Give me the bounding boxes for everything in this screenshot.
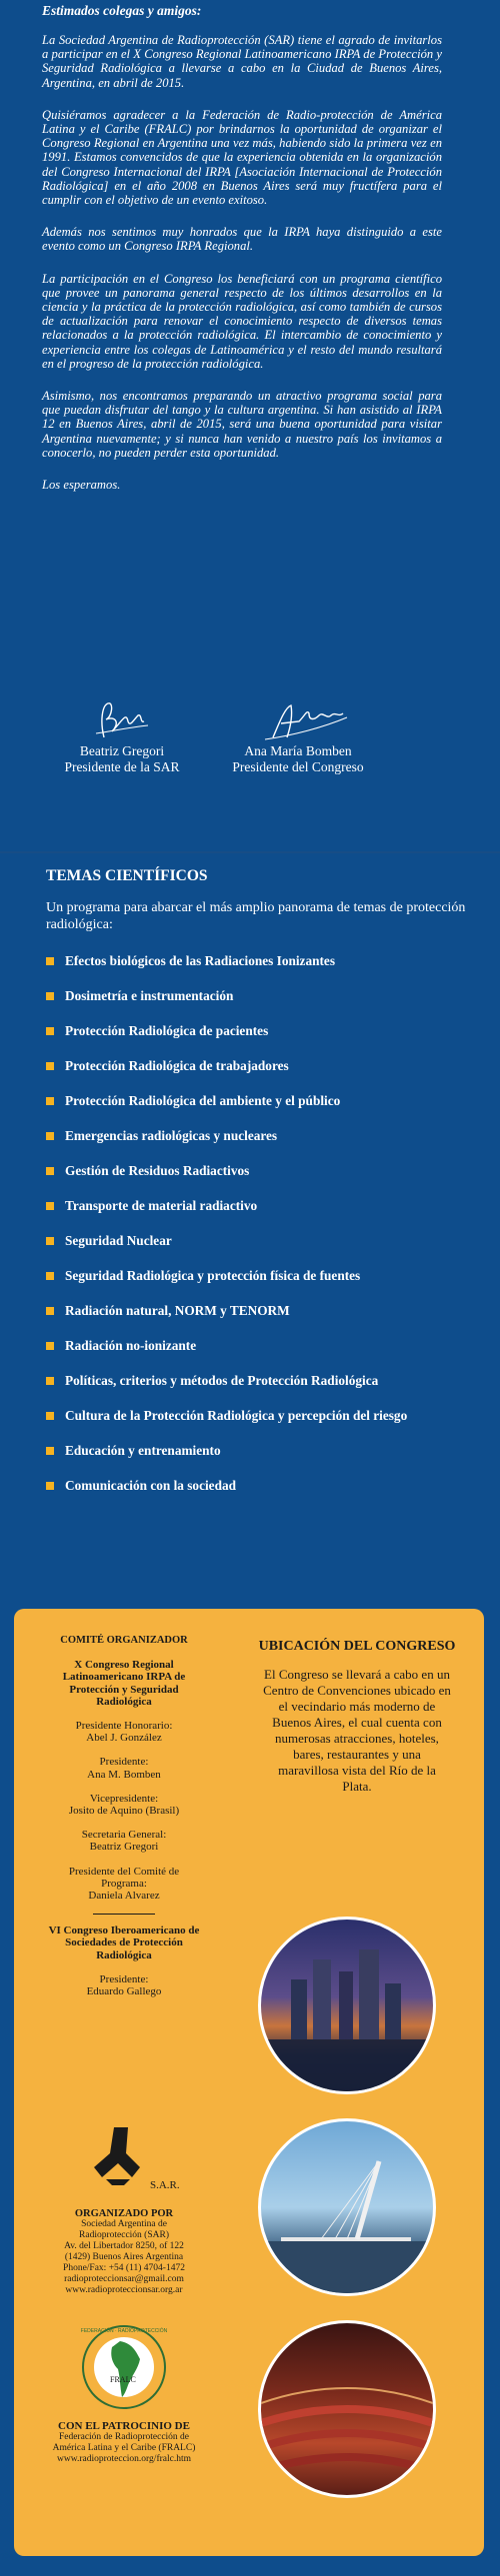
square-bullet-icon bbox=[46, 1132, 54, 1140]
signer-role: Presidente del Congreso bbox=[232, 759, 364, 774]
topic-item bbox=[46, 1443, 466, 1459]
topic-item bbox=[46, 1338, 466, 1354]
welcome-letter bbox=[42, 0, 442, 510]
sar-web: www.radioproteccionsar.org.ar bbox=[65, 2285, 183, 2295]
topic-item bbox=[46, 1058, 466, 1074]
topic-item bbox=[46, 1093, 466, 1109]
square-bullet-icon bbox=[46, 1307, 54, 1315]
programa-label: Presidente del Comité de Programa: bbox=[68, 1865, 180, 1890]
secretaria bbox=[14, 1829, 234, 1853]
comite-title: COMITÉ ORGANIZADOR bbox=[60, 1635, 188, 1646]
square-bullet-icon bbox=[46, 1202, 54, 1210]
topic-item bbox=[46, 1128, 466, 1144]
auditorium-icon bbox=[261, 2323, 433, 2495]
letter-paragraph: Además nos sentimos muy honrados que la IRPA haya distinguido a este evento como un Congreso IRPA Regional. bbox=[42, 225, 442, 254]
topic-label: Dosimetría e instrumentación bbox=[65, 988, 234, 1003]
signature-bomben bbox=[218, 697, 378, 775]
square-bullet-icon bbox=[46, 1447, 54, 1455]
signature-gregori bbox=[42, 697, 202, 775]
square-bullet-icon bbox=[46, 1062, 54, 1070]
ibero-presidente-label: Presidente: bbox=[99, 1972, 149, 1985]
letter-greeting: Estimados colegas y amigos: bbox=[42, 3, 202, 18]
fralc-logo-text: FRALC bbox=[110, 2375, 136, 2384]
signer-name: Beatriz Gregori bbox=[79, 743, 165, 758]
ibero-presidente-name: Eduardo Gallego bbox=[86, 1985, 162, 1998]
vicepresidente-name: Josito de Aquino (Brasil) bbox=[68, 1805, 180, 1818]
vicepresidente bbox=[14, 1793, 234, 1817]
presidente-name: Ana M. Bomben bbox=[87, 1768, 161, 1781]
topic-label: Seguridad Nuclear bbox=[65, 1233, 172, 1248]
sar-address: Av. del Libertador 8250, of 122 (1429) Buenos Aires Argentina bbox=[64, 2241, 184, 2262]
square-bullet-icon bbox=[46, 1167, 54, 1175]
presidente-honorario-name: Abel J. González bbox=[86, 1732, 162, 1745]
bridge-icon bbox=[261, 2121, 433, 2293]
letter-paragraph: La participación en el Congreso los beneficiará con un programa científico que provee un panorama general respecto de los últimos desarrollos en la ciencia y la práctica de la protección radiológica, así como también de cursos de actualización para renovar el conocimiento respecto de diversos temas relacionados a la protección radiológica. El intercambio de conocimiento y experiencia entre los colegas de Latinoamérica y el resto del mundo resultará en el progreso de la protección radiológica. bbox=[42, 271, 442, 371]
svg-text:FEDERACIÓN · RADIOPROTECCIÓN: FEDERACIÓN · RADIOPROTECCIÓN bbox=[80, 2328, 168, 2334]
presidente-honorario bbox=[14, 1720, 234, 1744]
topic-label: Seguridad Radiológica y protección física de fuentes bbox=[65, 1268, 361, 1283]
temas-title: TEMAS CIENTÍFICOS bbox=[46, 867, 208, 884]
sar-logo-text: S.A.R. bbox=[150, 2179, 180, 2191]
topic-item bbox=[46, 1373, 466, 1389]
topic-label: Efectos biológicos de las Radiaciones Ionizantes bbox=[65, 953, 336, 968]
topic-label: Protección Radiológica del ambiente y el público bbox=[65, 1093, 341, 1108]
signer-role: Presidente de la SAR bbox=[64, 759, 180, 774]
letter-paragraph: La Sociedad Argentina de Radioprotección (SAR) tiene el agrado de invitarlos a participar en el X Congreso Regional Latinoamericano IRPA de Protección y Seguridad Radiológica a llevarse a cabo en la Ciudad de Buenos Aires, Argentina, en abril de 2015. bbox=[42, 33, 442, 90]
handwritten-signature-bomben bbox=[243, 697, 353, 743]
square-bullet-icon bbox=[46, 1482, 54, 1490]
topic-item bbox=[46, 1268, 466, 1284]
sar-info bbox=[14, 2208, 234, 2296]
topic-label: Protección Radiológica de trabajadores bbox=[65, 1058, 289, 1073]
square-bullet-icon bbox=[46, 992, 54, 1000]
presidente-honorario-label: Presidente Honorario: bbox=[75, 1720, 173, 1733]
photo-auditorium bbox=[258, 2320, 436, 2498]
topic-label: Políticas, criterios y métodos de Protección Radiológica bbox=[65, 1373, 379, 1388]
organizado-por: ORGANIZADO POR bbox=[74, 2208, 174, 2219]
topic-label: Comunicación con la sociedad bbox=[65, 1478, 237, 1493]
temas-section bbox=[46, 867, 466, 1513]
fralc-info bbox=[14, 2420, 234, 2465]
topic-label: Cultura de la Protección Radiológica y percepción del riesgo bbox=[65, 1408, 408, 1423]
topic-item bbox=[46, 988, 466, 1004]
topic-label: Gestión de Residuos Radiactivos bbox=[65, 1163, 250, 1178]
left-column bbox=[14, 1609, 234, 2009]
square-bullet-icon bbox=[46, 1097, 54, 1105]
fralc-logo bbox=[80, 2323, 168, 2411]
sar-name: Sociedad Argentina de Radioprotección (SAR) bbox=[79, 2219, 169, 2240]
patrocinio-label: CON EL PATROCINIO DE bbox=[58, 2420, 190, 2432]
secretaria-name: Beatriz Gregori bbox=[89, 1841, 159, 1854]
topic-label: Protección Radiológica de pacientes bbox=[65, 1023, 269, 1038]
topic-item bbox=[46, 1303, 466, 1319]
letter-paragraph: Quisiéramos agradecer a la Federación de Radio-protección de América Latina y el Caribe (FRALC) por brindarnos la oportunidad de organizar el Congreso Regional en Argentina una vez más, habiendo sido la primera vez en 1991. Estamos convencidos de que la experiencia obtenida en la organización del Congreso Internacional del IRPA [Asociación Internacional de Protección Radiológica] en el año 2008 en Buenos Aires será muy fructífera para el cumplir con el objetivo de un evento exitoso. bbox=[42, 107, 442, 208]
congreso-name: X Congreso Regional Latinoamericano IRPA de Protección y Seguridad Radiológica bbox=[62, 1659, 186, 1708]
programa-name: Daniela Alvarez bbox=[88, 1890, 160, 1903]
signatures bbox=[42, 697, 452, 807]
ubicacion-body: El Congreso se llevará a cabo en un Centro de Convenciones ubicado en el vecindario más moderno de Buenos Aires, el cual cuenta con numerosas atracciones, hoteles, bares, restaurantes y una maravillosa vista del Río de la Plata. bbox=[263, 1667, 451, 1794]
right-column bbox=[242, 1609, 472, 1795]
topic-label: Educación y entrenamiento bbox=[65, 1443, 221, 1458]
info-panel bbox=[14, 1609, 484, 2556]
fralc-web: www.radioproteccion.org/fralc.htm bbox=[56, 2454, 191, 2464]
letter-paragraph: Asimismo, nos encontramos preparando un atractivo programa social para que puedan disfrutar del tango y la cultura argentina. Si han asistido al IRPA 12 en Buenos Aires, abril de 2015, será una buena oportunidad para visitar Argentina nuevamente; y si nunca han venido a nuestro país los invitamos a conocerlo, no pueden perder esta oportunidad. bbox=[42, 389, 442, 460]
topic-label: Emergencias radiológicas y nucleares bbox=[65, 1128, 278, 1143]
photo-bridge bbox=[258, 2118, 436, 2296]
topic-item bbox=[46, 1163, 466, 1179]
topic-item bbox=[46, 1233, 466, 1249]
presidente bbox=[14, 1756, 234, 1780]
fralc-name: Federación de Radioprotección de América Latina y el Caribe (FRALC) bbox=[52, 2432, 196, 2453]
square-bullet-icon bbox=[46, 1377, 54, 1385]
topic-item bbox=[46, 1198, 466, 1214]
square-bullet-icon bbox=[46, 957, 54, 965]
section-divider bbox=[0, 851, 500, 853]
topic-item bbox=[46, 1408, 466, 1424]
letter-closing: Los esperamos. bbox=[42, 478, 121, 493]
topic-item bbox=[46, 953, 466, 969]
sar-logo bbox=[84, 2123, 194, 2198]
fralc-map-icon bbox=[80, 2323, 168, 2411]
photo-city-night bbox=[258, 1917, 436, 2094]
topic-list bbox=[46, 953, 466, 1494]
handwritten-signature-gregori bbox=[82, 697, 162, 743]
ubicacion-title: UBICACIÓN DEL CONGRESO bbox=[258, 1639, 456, 1654]
sar-phone: Phone/Fax: +54 (11) 4704-1472 bbox=[63, 2263, 185, 2273]
presidente-label: Presidente: bbox=[99, 1756, 149, 1769]
temas-intro: Un programa para abarcar el más amplio panorama de temas de protección radiológica: bbox=[46, 900, 466, 932]
topic-item bbox=[46, 1478, 466, 1494]
topic-item bbox=[46, 1023, 466, 1039]
topic-label: Transporte de material radiactivo bbox=[65, 1198, 258, 1213]
ibero-congreso: VI Congreso Iberoamericano de Sociedades de Protección Radiológica bbox=[48, 1925, 200, 1961]
square-bullet-icon bbox=[46, 1237, 54, 1245]
topic-label: Radiación no-ionizante bbox=[65, 1338, 197, 1353]
square-bullet-icon bbox=[46, 1027, 54, 1035]
signer-name: Ana María Bomben bbox=[244, 743, 352, 758]
topic-label: Radiación natural, NORM y TENORM bbox=[65, 1303, 290, 1318]
secretaria-label: Secretaria General: bbox=[81, 1829, 167, 1842]
square-bullet-icon bbox=[46, 1272, 54, 1280]
skyline-icon bbox=[261, 1920, 433, 2091]
ibero-presidente bbox=[14, 1973, 234, 1997]
square-bullet-icon bbox=[46, 1412, 54, 1420]
programa bbox=[64, 1866, 184, 1903]
vicepresidente-label: Vicepresidente: bbox=[89, 1792, 159, 1805]
sar-email: radioproteccionsar@gmail.com bbox=[64, 2274, 184, 2284]
divider bbox=[93, 1914, 155, 1915]
square-bullet-icon bbox=[46, 1342, 54, 1350]
